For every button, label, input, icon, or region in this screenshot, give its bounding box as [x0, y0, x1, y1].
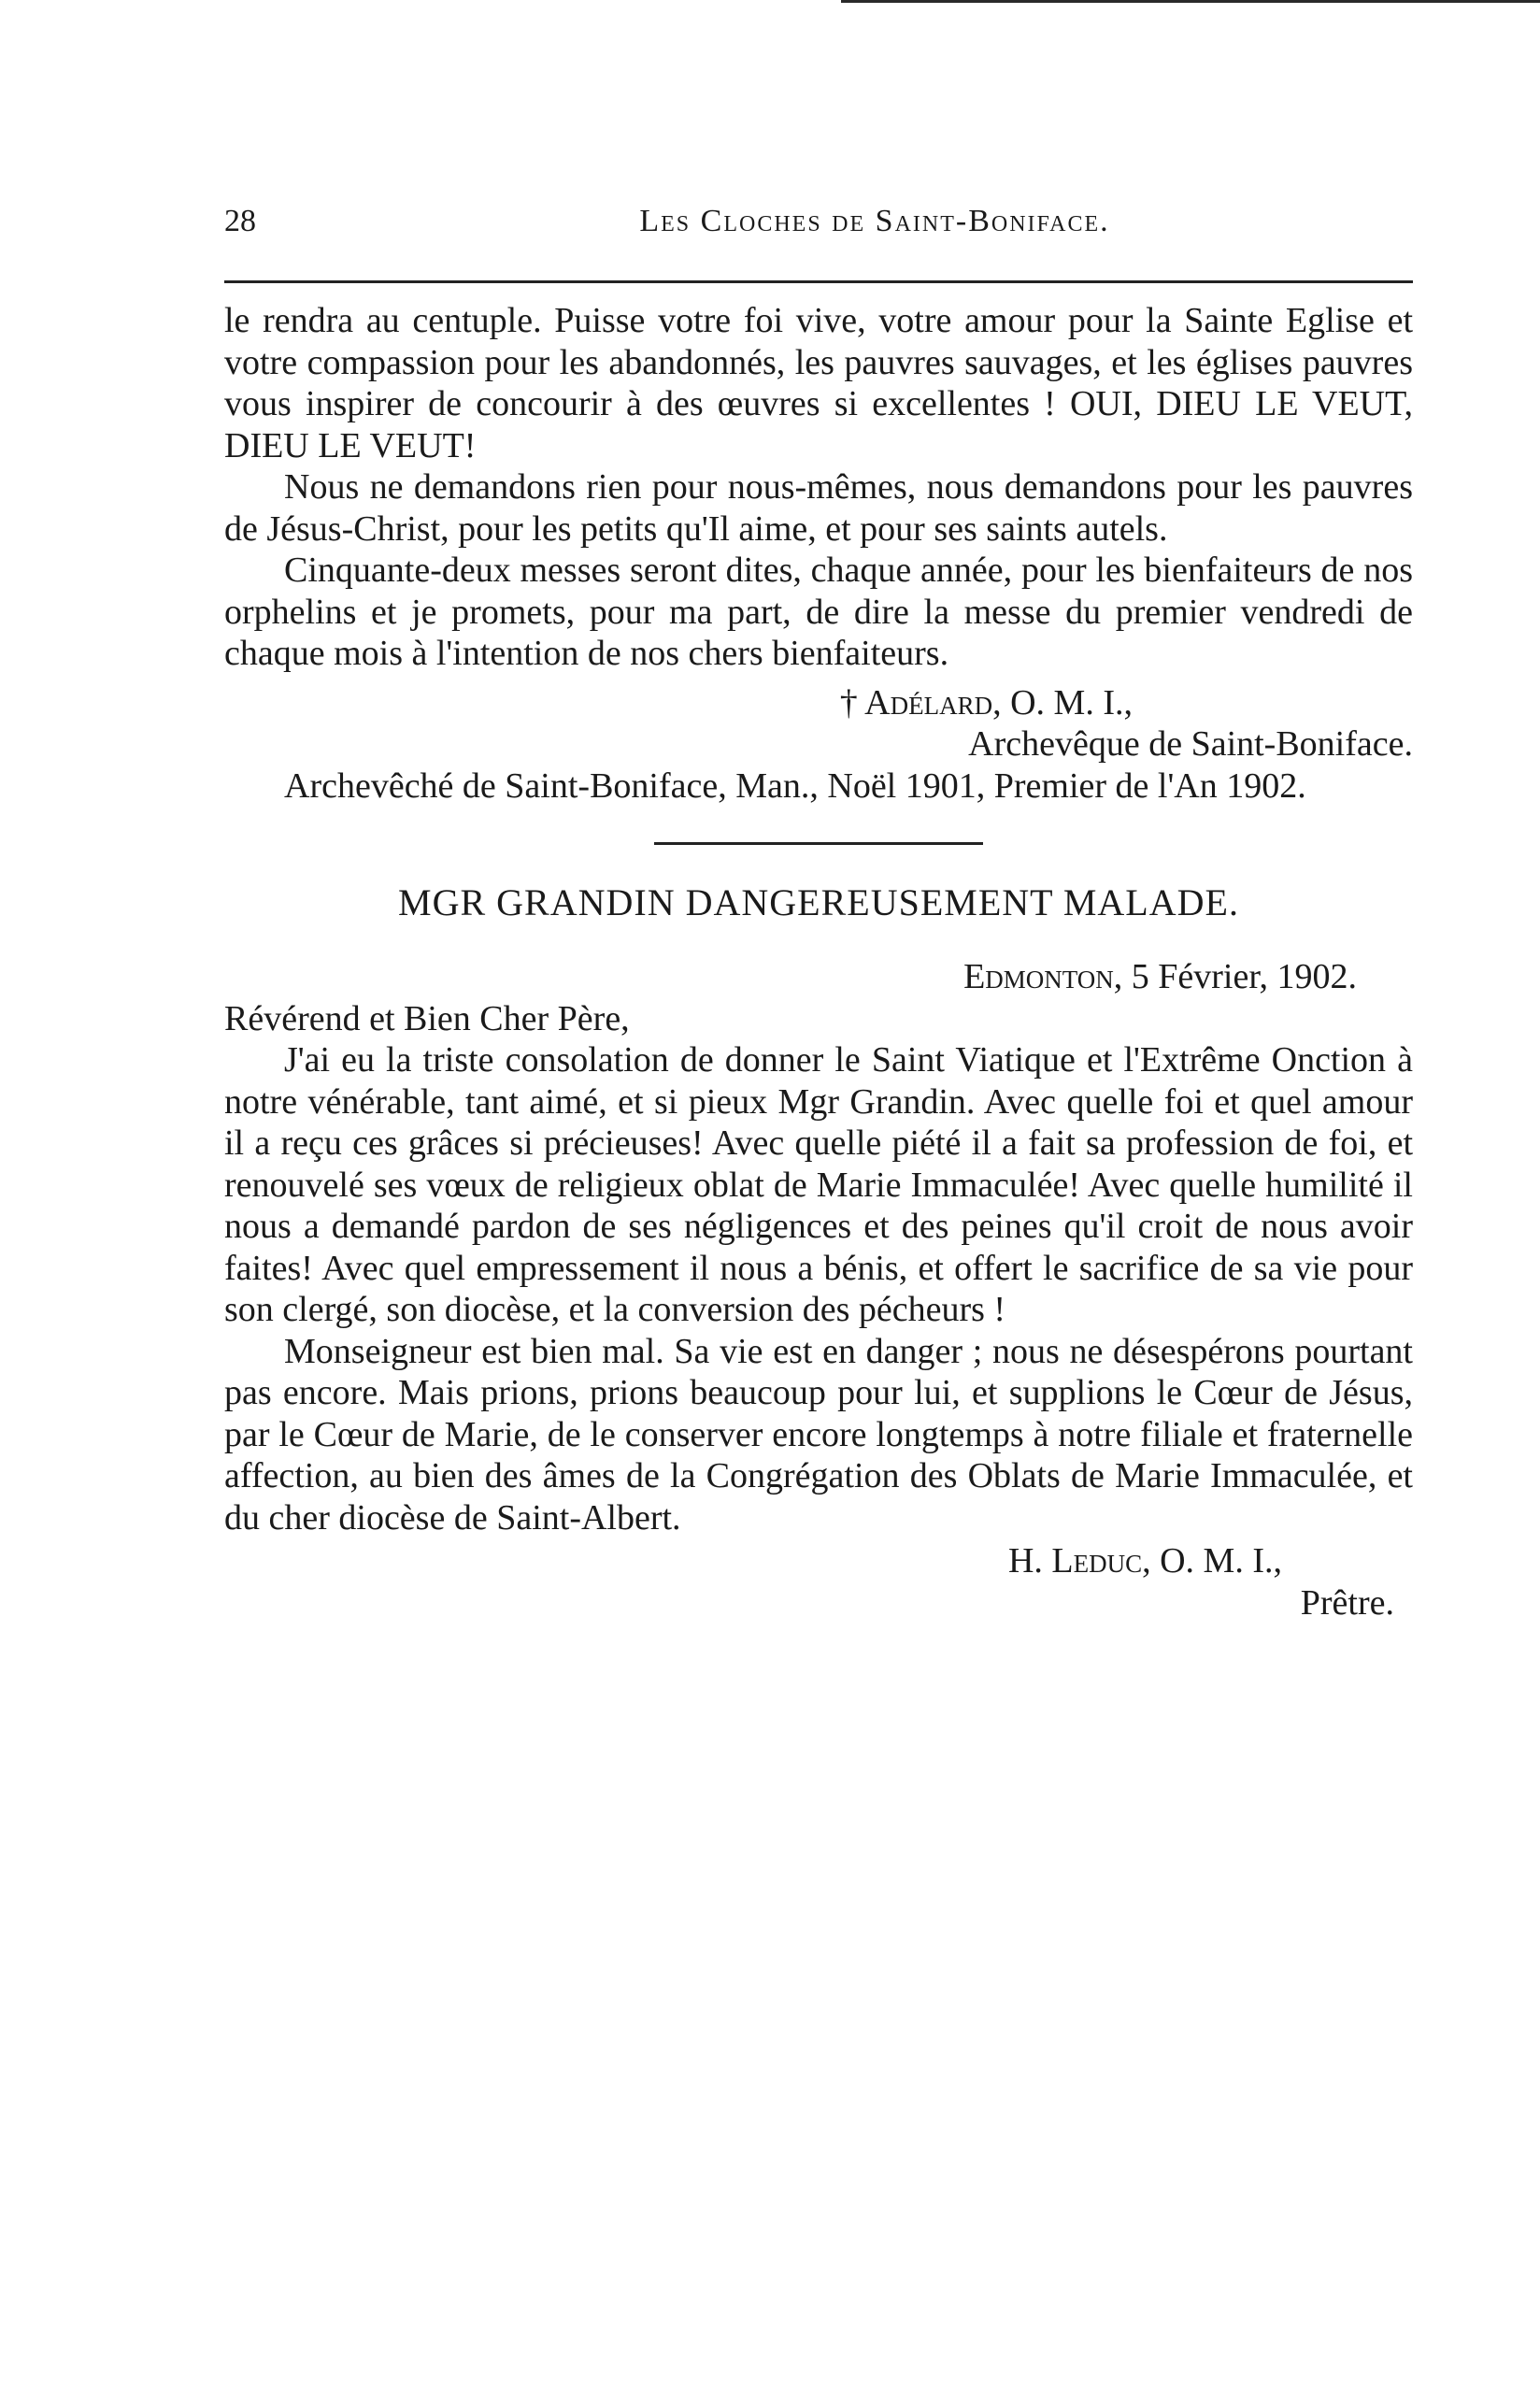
dateline-date: 5 Février, 1902. [1131, 957, 1357, 996]
section-title: MGR GRANDIN DANGEREUSEMENT MALADE. [398, 881, 1239, 923]
header-rule [224, 280, 1413, 283]
letter1-paragraph-1: le rendra au centuple. Puisse votre foi vive, votre amour pour la Sainte Eglise et votre compassion pour les abandonnés, les pauvres sauvages, et les églises pauvres vous inspirer de concourir à des œuvres si excellentes ! OUI, DIEU LE VEUT, DIEU LE VEUT! [224, 301, 1413, 465]
page-number: 28 [224, 204, 256, 238]
letter1-place-date: Archevêché de Saint-Boniface, Man., Noël 1901, Premier de l'An 1902. [284, 765, 1306, 806]
running-title: Les Cloches de Saint-Boniface. [639, 204, 1110, 238]
letter2-signature-name: H. Leduc, O. M. I., [1007, 1541, 1282, 1581]
letter2-paragraph-1: J'ai eu la triste consolation de donner le Saint Viatique et l'Extrême Onction à notre vénérable, tant aimé, et si pieux Mgr Grandin. Avec quelle foi et quel amour il a reçu ces grâces si précieuses! Avec quelle piété il a fait sa profession de foi, et renouvelé ses vœux de religieux oblat de Marie Immaculée! Avec quelle humilité il nous a demandé pardon de ses négligences et des peines qu'il croit de nous avoir faites! Avec quel empressement il nous a bénis, et offert le sacrifice de sa vie pour son clergé, son diocèse, et la conversion des pécheurs ! [224, 1040, 1413, 1329]
section-separator-rule [654, 842, 983, 845]
dateline-city: Edmonton, [963, 957, 1123, 996]
archbishop-letter [224, 300, 1413, 807]
page-top-edge-rule [841, 0, 1540, 12]
running-head [224, 196, 1413, 256]
letter1-paragraph-3: Cinquante-deux messes seront dites, chaque année, pour les bienfaiteurs de nos orphelins et je promets, pour ma part, de dire la messe du premier vendredi de chaque mois à l'intention de nos chers bienfaiteurs. [224, 551, 1413, 673]
letter2-paragraph-2: Monseigneur est bien mal. Sa vie est en danger ; nous ne désespérons pourtant pas encore. Mais prions, prions beaucoup pour lui, et supplions le Cœur de Jésus, par le Cœur de Marie, de le conserver encore longtemps à notre filiale et fraternelle affection, au bien des âmes de la Congrégation des Oblats de Marie Immaculée, et du cher diocèse de Saint-Albert. [224, 1331, 1413, 1538]
grandin-letter [224, 880, 1413, 1624]
letter2-signature-title: Prêtre. [1300, 1582, 1394, 1623]
book-page [224, 196, 1413, 1624]
letter2-salutation: Révérend et Bien Cher Père, [224, 998, 630, 1038]
letter1-paragraph-2: Nous ne demandons rien pour nous-mêmes, nous demandons pour les pauvres de Jésus-Christ, pour les petits qu'Il aime, et pour ses saints autels. [224, 467, 1413, 549]
letter2-dateline [224, 956, 1413, 998]
letter1-signature-title: Archevêque de Saint-Boniface. [968, 724, 1413, 764]
letter1-signature-name: † Adélard, O. M. I., [839, 682, 1133, 722]
